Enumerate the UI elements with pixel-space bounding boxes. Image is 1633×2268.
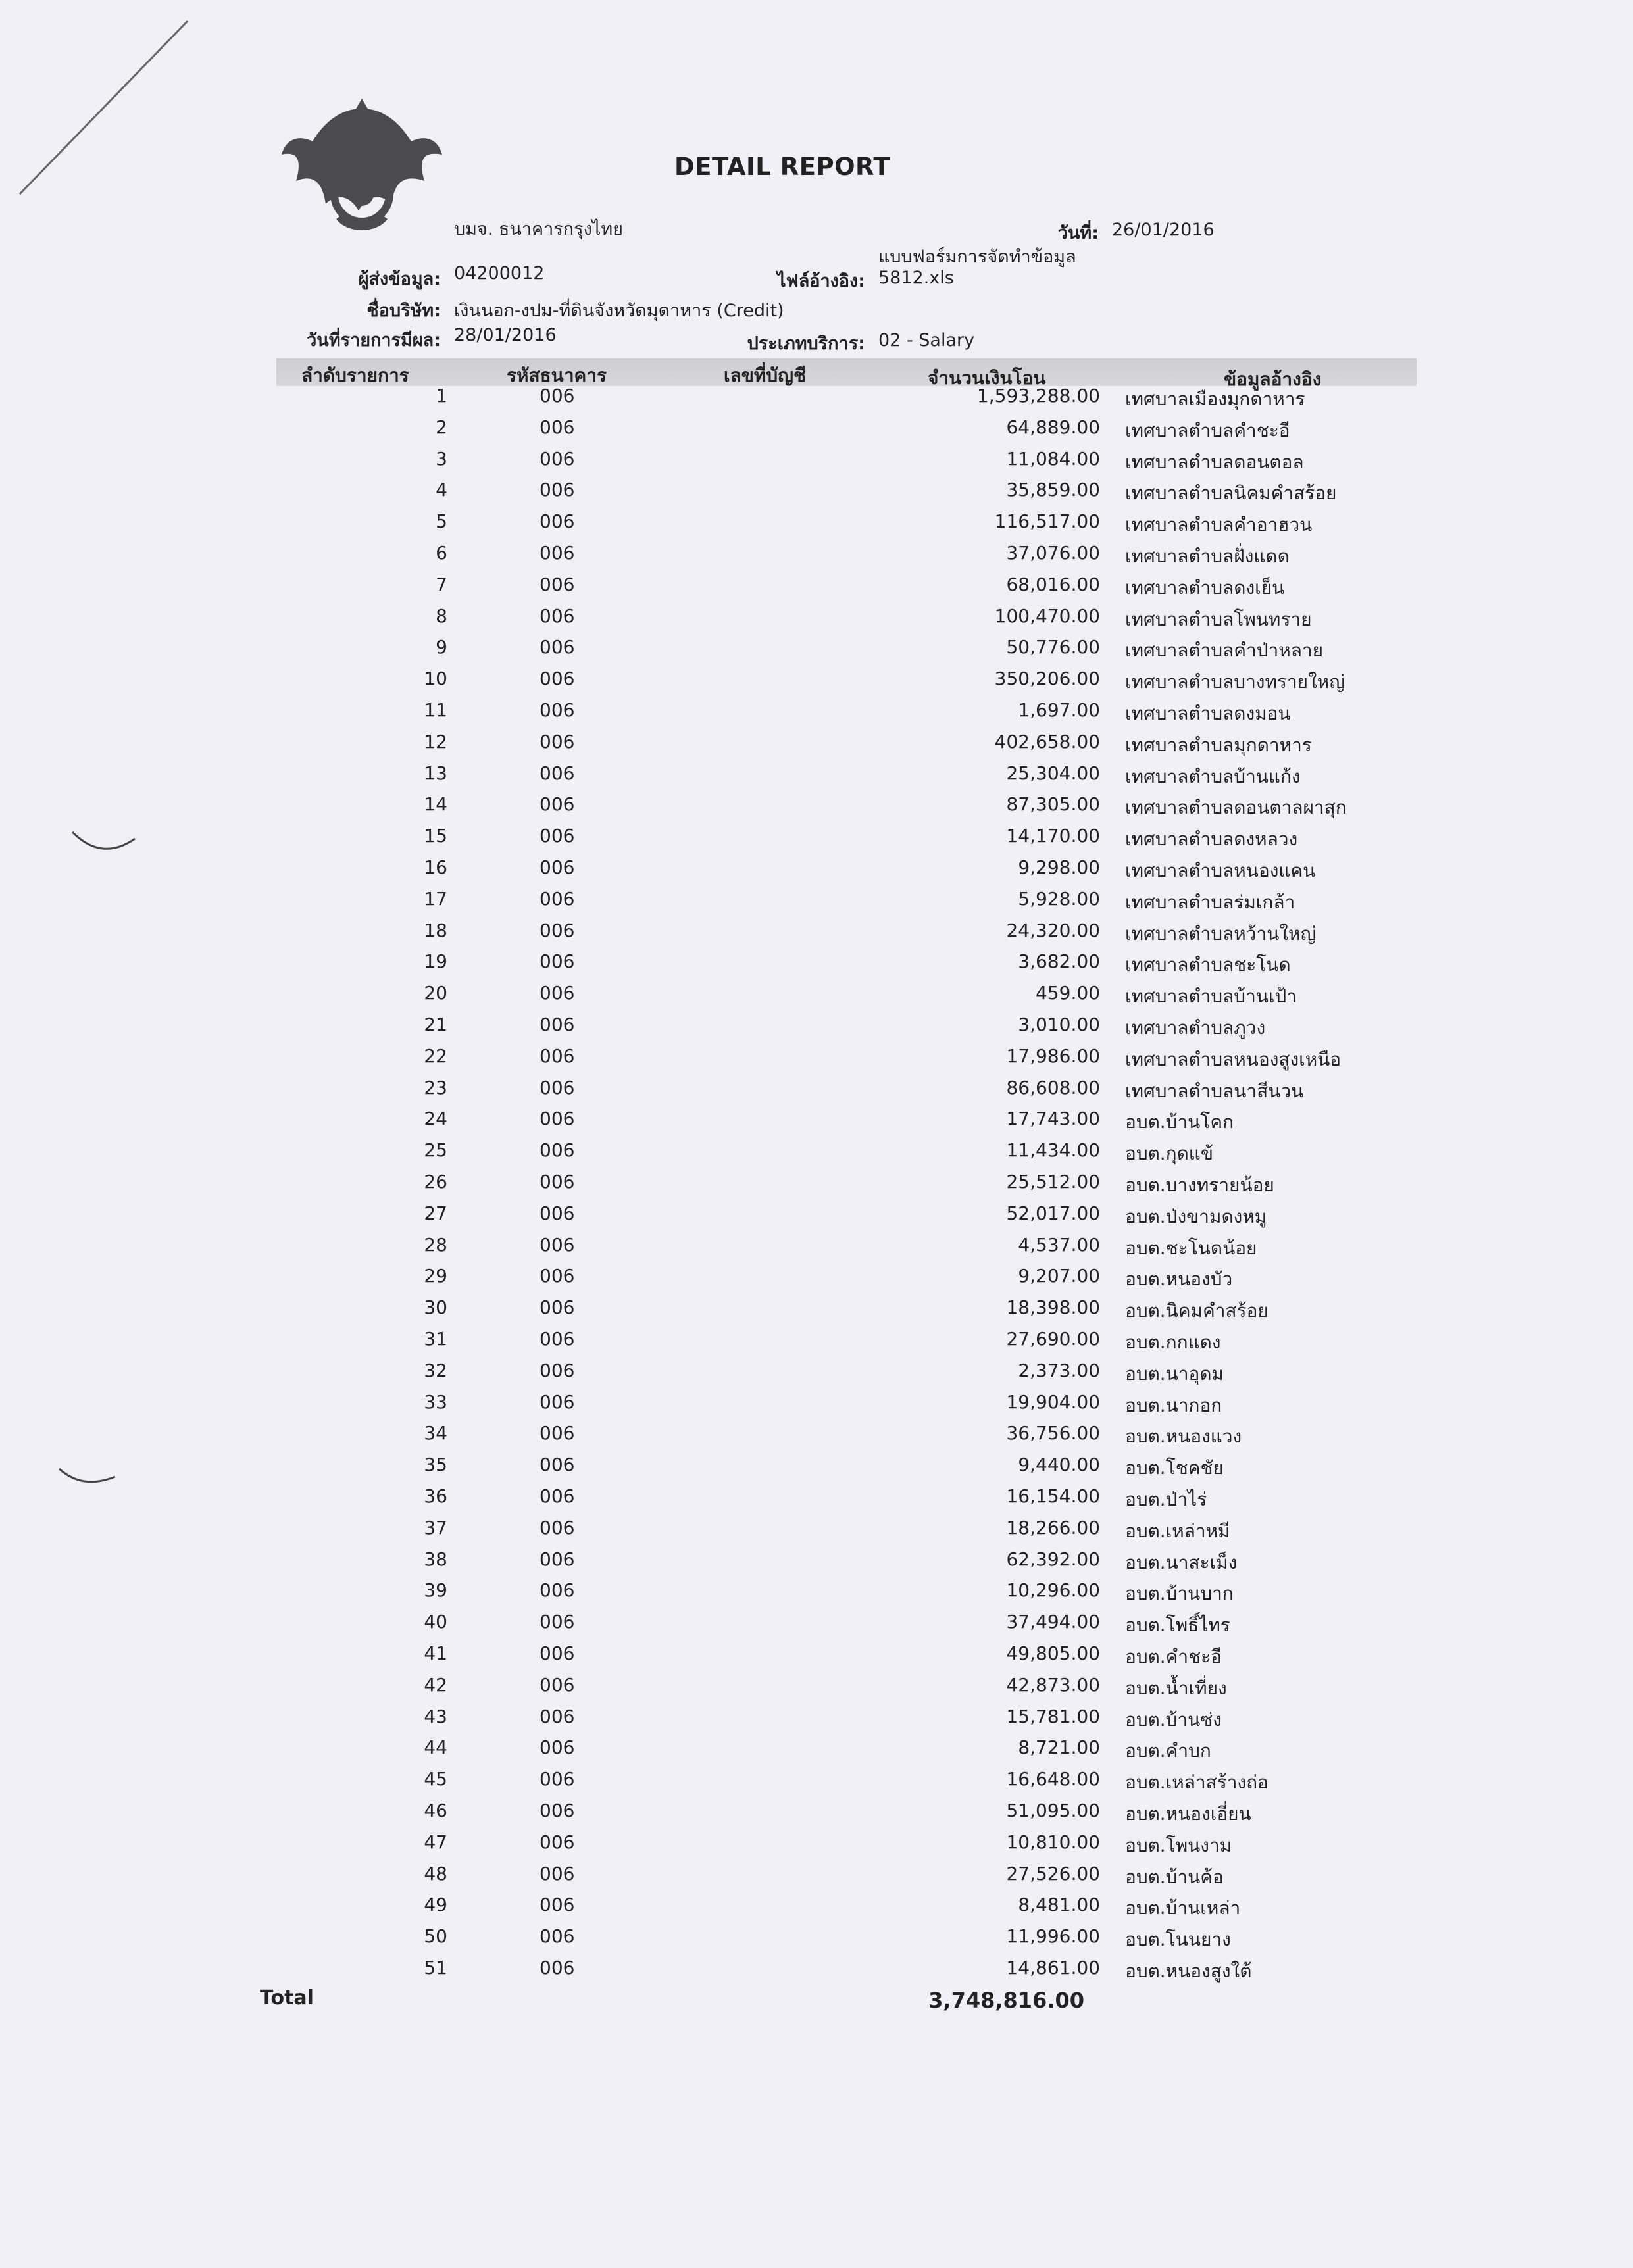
row-number: 1 (436, 385, 447, 407)
row-amount: 17,743.00 (1006, 1108, 1100, 1130)
row-number: 10 (424, 668, 447, 690)
row-bank-code: 006 (540, 1171, 575, 1193)
sender-label: ผู้ส่งข้อมูล: (358, 269, 441, 289)
row-number: 11 (424, 699, 447, 721)
row-reference: เทศบาลตำบลบ้านเป้า (1125, 985, 1297, 1008)
table-row (0, 1548, 1633, 1580)
row-reference: อบต.บางทรายน้อย (1125, 1174, 1274, 1196)
row-reference: เทศบาลตำบลดอนตอล (1125, 451, 1304, 473)
table-row (0, 1202, 1633, 1234)
table-row (0, 1768, 1633, 1800)
sender-value: 04200012 (454, 263, 545, 284)
row-amount: 402,658.00 (994, 730, 1100, 752)
row-bank-code: 006 (540, 1705, 575, 1727)
row-number: 44 (424, 1737, 447, 1759)
table-row (0, 1863, 1633, 1894)
row-amount: 11,996.00 (1006, 1925, 1100, 1948)
row-amount: 86,608.00 (1006, 1076, 1100, 1098)
row-amount: 18,266.00 (1006, 1516, 1100, 1539)
row-number: 40 (424, 1611, 447, 1633)
table-row (0, 1706, 1633, 1737)
row-bank-code: 006 (540, 1233, 575, 1256)
row-amount: 116,517.00 (994, 510, 1100, 533)
row-bank-code: 006 (540, 1611, 575, 1633)
table-row (0, 1108, 1633, 1139)
row-reference: เทศบาลตำบลร่มเกล้า (1125, 891, 1295, 913)
row-number: 3 (436, 447, 447, 470)
company-label: ชื่อบริษัท: (366, 301, 441, 321)
table-row (0, 1611, 1633, 1642)
row-reference: เทศบาลเมืองมุกดาหาร (1125, 388, 1305, 410)
row-bank-code: 006 (540, 1296, 575, 1319)
row-number: 2 (436, 416, 447, 438)
row-amount: 24,320.00 (1006, 919, 1100, 941)
row-reference: อบต.โนนยาง (1125, 1929, 1231, 1951)
row-reference: อบต.โพนงาม (1125, 1834, 1232, 1856)
table-row (0, 1894, 1633, 1925)
row-bank-code: 006 (540, 447, 575, 470)
file-label: ไฟล์อ้างอิง: (777, 271, 865, 291)
row-number: 45 (424, 1768, 447, 1790)
table-row (0, 1454, 1633, 1485)
row-reference: อบต.เหล่าหมี (1125, 1519, 1230, 1542)
row-amount: 36,756.00 (1006, 1422, 1100, 1444)
bank-name: บมจ. ธนาคารกรุงไทย (454, 219, 623, 239)
row-amount: 27,690.00 (1006, 1328, 1100, 1350)
row-bank-code: 006 (540, 730, 575, 752)
row-number: 42 (424, 1673, 447, 1696)
table-row (0, 950, 1633, 982)
row-number: 18 (424, 919, 447, 941)
row-amount: 87,305.00 (1006, 793, 1100, 816)
row-reference: เทศบาลตำบลหนองสูงเหนือ (1125, 1048, 1342, 1070)
row-amount: 8,721.00 (1018, 1737, 1100, 1759)
row-reference: อบต.บ้านค้อ (1125, 1865, 1224, 1888)
table-row (0, 605, 1633, 637)
row-reference: เทศบาลตำบลหว้านใหญ่ (1125, 922, 1317, 945)
row-number: 7 (436, 573, 447, 595)
row-number: 43 (424, 1705, 447, 1727)
row-amount: 1,697.00 (1018, 699, 1100, 721)
report-title: DETAIL REPORT (674, 153, 891, 181)
row-reference: เทศบาลตำบลฝั่งแดด (1125, 545, 1290, 567)
row-bank-code: 006 (540, 1108, 575, 1130)
table-row (0, 1171, 1633, 1202)
row-amount: 5,928.00 (1018, 887, 1100, 910)
row-bank-code: 006 (540, 1516, 575, 1539)
row-number: 19 (424, 950, 447, 973)
row-bank-code: 006 (540, 856, 575, 878)
row-bank-code: 006 (540, 1957, 575, 1979)
row-bank-code: 006 (540, 825, 575, 847)
table-row (0, 1800, 1633, 1831)
row-bank-code: 006 (540, 950, 575, 973)
table-row (0, 416, 1633, 448)
row-reference: อบต.นิคมคำสร้อย (1125, 1300, 1269, 1322)
row-reference: อบต.น้ำเที่ยง (1125, 1677, 1227, 1699)
row-amount: 68,016.00 (1006, 573, 1100, 595)
row-number: 31 (424, 1328, 447, 1350)
row-number: 9 (436, 636, 447, 658)
table-row (0, 385, 1633, 416)
table-row (0, 510, 1633, 542)
row-amount: 42,873.00 (1006, 1673, 1100, 1696)
row-bank-code: 006 (540, 604, 575, 627)
row-amount: 100,470.00 (994, 604, 1100, 627)
row-number: 46 (424, 1800, 447, 1821)
row-number: 23 (424, 1076, 447, 1098)
row-amount: 37,076.00 (1006, 542, 1100, 564)
total-amount: 3,748,816.00 (928, 1988, 1084, 2013)
row-number: 38 (424, 1548, 447, 1570)
row-amount: 62,392.00 (1006, 1548, 1100, 1570)
row-bank-code: 006 (540, 1076, 575, 1098)
row-reference: เทศบาลตำบลบางทรายใหญ่ (1125, 671, 1345, 693)
row-bank-code: 006 (540, 1454, 575, 1476)
row-reference: เทศบาลตำบลมุกดาหาร (1125, 733, 1312, 756)
row-reference: อบต.บ้านบาก (1125, 1583, 1234, 1605)
row-amount: 19,904.00 (1006, 1391, 1100, 1413)
table-row (0, 1674, 1633, 1706)
row-bank-code: 006 (540, 385, 575, 407)
row-amount: 14,861.00 (1006, 1957, 1100, 1979)
krungthai-logo-icon (276, 95, 447, 234)
total-label: Total (260, 1986, 314, 2009)
table-row (0, 856, 1633, 888)
row-bank-code: 006 (540, 1862, 575, 1885)
row-reference: เทศบาลตำบลโพนทราย (1125, 608, 1312, 630)
row-amount: 11,084.00 (1006, 447, 1100, 470)
company-value: เงินนอก-งปม-ที่ดินจังหวัดมุดาหาร (Credit) (454, 301, 784, 321)
row-number: 4 (436, 479, 447, 501)
row-reference: เทศบาลตำบลชะโนด (1125, 954, 1291, 976)
row-amount: 14,170.00 (1006, 825, 1100, 847)
row-number: 12 (424, 730, 447, 752)
row-amount: 16,648.00 (1006, 1768, 1100, 1790)
row-amount: 49,805.00 (1006, 1642, 1100, 1664)
table-row (0, 762, 1633, 794)
row-bank-code: 006 (540, 699, 575, 721)
row-number: 39 (424, 1579, 447, 1602)
row-reference: อบต.คำบก (1125, 1740, 1211, 1762)
row-bank-code: 006 (540, 636, 575, 658)
row-number: 32 (424, 1359, 447, 1381)
row-reference: อบต.โชคชัย (1125, 1457, 1224, 1479)
col-header-amount: จำนวนเงินโอน (928, 367, 1046, 389)
file-value: 5812.xls (878, 268, 954, 288)
table-row (0, 542, 1633, 574)
row-reference: อบต.บ้านเหล่า (1125, 1897, 1241, 1919)
row-amount: 35,859.00 (1006, 479, 1100, 501)
row-number: 49 (424, 1894, 447, 1916)
row-number: 13 (424, 762, 447, 784)
row-amount: 8,481.00 (1018, 1894, 1100, 1916)
row-bank-code: 006 (540, 1925, 575, 1948)
table-row (0, 699, 1633, 731)
row-reference: อบต.ป่าไร่ (1125, 1489, 1207, 1510)
row-bank-code: 006 (540, 1328, 575, 1350)
table-row (0, 1925, 1633, 1957)
row-amount: 64,889.00 (1006, 416, 1100, 438)
scan-mark-line (13, 13, 197, 204)
table-row (0, 982, 1633, 1014)
table-row (0, 1579, 1633, 1611)
table-row (0, 574, 1633, 605)
row-bank-code: 006 (540, 1642, 575, 1664)
row-bank-code: 006 (540, 573, 575, 595)
row-reference: อบต.ป่งขามดงหมู (1125, 1205, 1267, 1227)
row-amount: 4,537.00 (1018, 1233, 1100, 1256)
row-reference: เทศบาลตำบลบ้านแก้ง (1125, 765, 1301, 787)
service-type-label: ประเภทบริการ: (747, 333, 865, 354)
row-amount: 11,434.00 (1006, 1139, 1100, 1162)
table-row (0, 1077, 1633, 1108)
table-row (0, 1328, 1633, 1360)
table-row (0, 1485, 1633, 1517)
table-row (0, 668, 1633, 699)
row-bank-code: 006 (540, 982, 575, 1004)
row-amount: 15,781.00 (1006, 1705, 1100, 1727)
row-amount: 350,206.00 (994, 668, 1100, 690)
row-number: 5 (436, 510, 447, 533)
row-amount: 50,776.00 (1006, 636, 1100, 658)
table-row (0, 636, 1633, 668)
row-bank-code: 006 (540, 1673, 575, 1696)
row-number: 14 (424, 793, 447, 816)
row-bank-code: 006 (540, 668, 575, 690)
table-row (0, 920, 1633, 951)
row-number: 6 (436, 542, 447, 564)
row-bank-code: 006 (540, 479, 575, 501)
row-amount: 37,494.00 (1006, 1611, 1100, 1633)
row-reference: เทศบาลตำบลคำอาฮวน (1125, 514, 1313, 536)
row-number: 34 (424, 1422, 447, 1444)
table-row (0, 1296, 1633, 1328)
row-reference: เทศบาลตำบลดงหลวง (1125, 828, 1298, 851)
row-bank-code: 006 (540, 887, 575, 910)
table-row (0, 1265, 1633, 1296)
row-bank-code: 006 (540, 919, 575, 941)
table-row (0, 1139, 1633, 1171)
row-reference: เทศบาลตำบลดงมอน (1125, 703, 1291, 724)
table-row (0, 1014, 1633, 1045)
row-amount: 17,986.00 (1006, 1045, 1100, 1067)
row-number: 50 (424, 1925, 447, 1948)
table-row (0, 1957, 1633, 1988)
row-number: 48 (424, 1862, 447, 1885)
row-number: 30 (424, 1296, 447, 1319)
row-bank-code: 006 (540, 1359, 575, 1381)
row-reference: อบต.คำชะอี (1125, 1646, 1222, 1667)
row-reference: อบต.หนองแวง (1125, 1425, 1242, 1448)
row-bank-code: 006 (540, 1737, 575, 1759)
table-header (276, 358, 1417, 390)
table-row (0, 1422, 1633, 1454)
row-number: 51 (424, 1957, 447, 1979)
row-bank-code: 006 (540, 510, 575, 533)
row-number: 17 (424, 887, 447, 910)
table-row (0, 1737, 1633, 1768)
row-bank-code: 006 (540, 416, 575, 438)
row-reference: อบต.นากอก (1125, 1394, 1222, 1416)
row-amount: 25,512.00 (1006, 1171, 1100, 1193)
row-amount: 16,154.00 (1006, 1485, 1100, 1507)
row-amount: 25,304.00 (1006, 762, 1100, 784)
table-row (0, 479, 1633, 510)
row-amount: 9,298.00 (1018, 856, 1100, 878)
row-number: 22 (424, 1045, 447, 1067)
row-reference: อบต.นาสะเม็ง (1125, 1551, 1238, 1573)
row-number: 26 (424, 1171, 447, 1193)
row-reference: อบต.หนองบัว (1125, 1268, 1233, 1291)
row-number: 35 (424, 1454, 447, 1476)
row-bank-code: 006 (540, 1831, 575, 1853)
table-row (0, 731, 1633, 762)
row-reference: อบต.กกแดง (1125, 1331, 1221, 1353)
row-bank-code: 006 (540, 1768, 575, 1790)
row-amount: 10,296.00 (1006, 1579, 1100, 1602)
row-number: 24 (424, 1108, 447, 1130)
row-number: 36 (424, 1485, 447, 1507)
row-reference: อบต.นาอุดม (1125, 1362, 1224, 1385)
row-reference: เทศบาลตำบลคำชะอี (1125, 419, 1290, 441)
effective-date-label: วันที่รายการมีผล: (307, 330, 441, 351)
table-row (0, 1517, 1633, 1548)
row-reference: อบต.หนองสูงใต้ (1125, 1960, 1252, 1982)
table-row (0, 1831, 1633, 1863)
row-amount: 9,440.00 (1018, 1454, 1100, 1476)
row-reference: อบต.โพธิ์ไทร (1125, 1614, 1230, 1637)
row-number: 41 (424, 1642, 447, 1664)
form-name: แบบฟอร์มการจัดทำข้อมูล (878, 247, 1076, 267)
service-type-value: 02 - Salary (878, 330, 975, 351)
row-amount: 3,010.00 (1018, 1014, 1100, 1035)
row-amount: 27,526.00 (1006, 1862, 1100, 1885)
row-amount: 18,398.00 (1006, 1296, 1100, 1319)
row-amount: 1,593,288.00 (976, 385, 1100, 407)
row-bank-code: 006 (540, 1139, 575, 1162)
col-header-account-no: เลขที่บัญชี (724, 364, 806, 386)
table-row (0, 448, 1633, 480)
row-number: 47 (424, 1831, 447, 1853)
row-bank-code: 006 (540, 1391, 575, 1413)
row-reference: อบต.ชะโนดน้อย (1125, 1237, 1257, 1259)
row-reference: เทศบาลตำบลดงเย็น (1125, 576, 1285, 599)
row-number: 25 (424, 1139, 447, 1162)
row-bank-code: 006 (540, 1800, 575, 1821)
table-row (0, 1234, 1633, 1266)
row-reference: อบต.หนองเอี่ยน (1125, 1803, 1251, 1825)
col-header-bank-code: รหัสธนาคาร (507, 364, 607, 386)
row-number: 21 (424, 1014, 447, 1035)
date-value: 26/01/2016 (1112, 220, 1215, 240)
row-reference: อบต.บ้านโคก (1125, 1111, 1234, 1133)
row-amount: 459.00 (1036, 982, 1100, 1004)
row-amount: 2,373.00 (1018, 1359, 1100, 1381)
table-row (0, 793, 1633, 825)
row-reference: อบต.กุดแข้ (1125, 1143, 1213, 1165)
row-bank-code: 006 (540, 793, 575, 816)
row-number: 29 (424, 1265, 447, 1287)
row-number: 27 (424, 1202, 447, 1224)
row-bank-code: 006 (540, 1014, 575, 1035)
row-number: 37 (424, 1516, 447, 1539)
row-amount: 51,095.00 (1006, 1800, 1100, 1821)
row-bank-code: 006 (540, 1548, 575, 1570)
row-number: 28 (424, 1233, 447, 1256)
col-header-no: ลำดับรายการ (301, 364, 409, 386)
table-row (0, 1360, 1633, 1391)
row-reference: เทศบาลตำบลดอนตาลผาสุก (1125, 797, 1347, 819)
row-reference: อบต.บ้านซ่ง (1125, 1708, 1222, 1731)
col-header-reference: ข้อมูลอ้างอิง (1224, 368, 1322, 390)
row-reference: เทศบาลตำบลนาสีนวน (1125, 1079, 1304, 1102)
row-number: 20 (424, 982, 447, 1004)
table-row (0, 1045, 1633, 1077)
row-bank-code: 006 (540, 1265, 575, 1287)
row-bank-code: 006 (540, 1485, 575, 1507)
date-label: วันที่: (1057, 223, 1099, 243)
table-row (0, 1391, 1633, 1423)
row-bank-code: 006 (540, 542, 575, 564)
table-row (0, 825, 1633, 856)
row-amount: 3,682.00 (1018, 950, 1100, 973)
row-bank-code: 006 (540, 1202, 575, 1224)
row-number: 33 (424, 1391, 447, 1413)
row-reference: อบต.เหล่าสร้างถ่อ (1125, 1771, 1269, 1794)
table-row (0, 1642, 1633, 1674)
row-reference: เทศบาลตำบลหนองแคน (1125, 860, 1316, 881)
row-bank-code: 006 (540, 1045, 575, 1067)
row-reference: เทศบาลตำบลคำป่าหลาย (1125, 639, 1323, 662)
effective-date-value: 28/01/2016 (454, 325, 557, 345)
table-row (0, 888, 1633, 920)
row-number: 15 (424, 825, 447, 847)
row-amount: 52,017.00 (1006, 1202, 1100, 1224)
row-bank-code: 006 (540, 1894, 575, 1916)
row-reference: เทศบาลตำบลนิคมคำสร้อย (1125, 482, 1337, 505)
row-amount: 9,207.00 (1018, 1265, 1100, 1287)
row-bank-code: 006 (540, 1422, 575, 1444)
row-bank-code: 006 (540, 1579, 575, 1602)
row-number: 16 (424, 856, 447, 878)
row-bank-code: 006 (540, 762, 575, 784)
row-number: 8 (436, 604, 447, 627)
row-amount: 10,810.00 (1006, 1831, 1100, 1853)
row-reference: เทศบาลตำบลภูวง (1125, 1017, 1266, 1039)
